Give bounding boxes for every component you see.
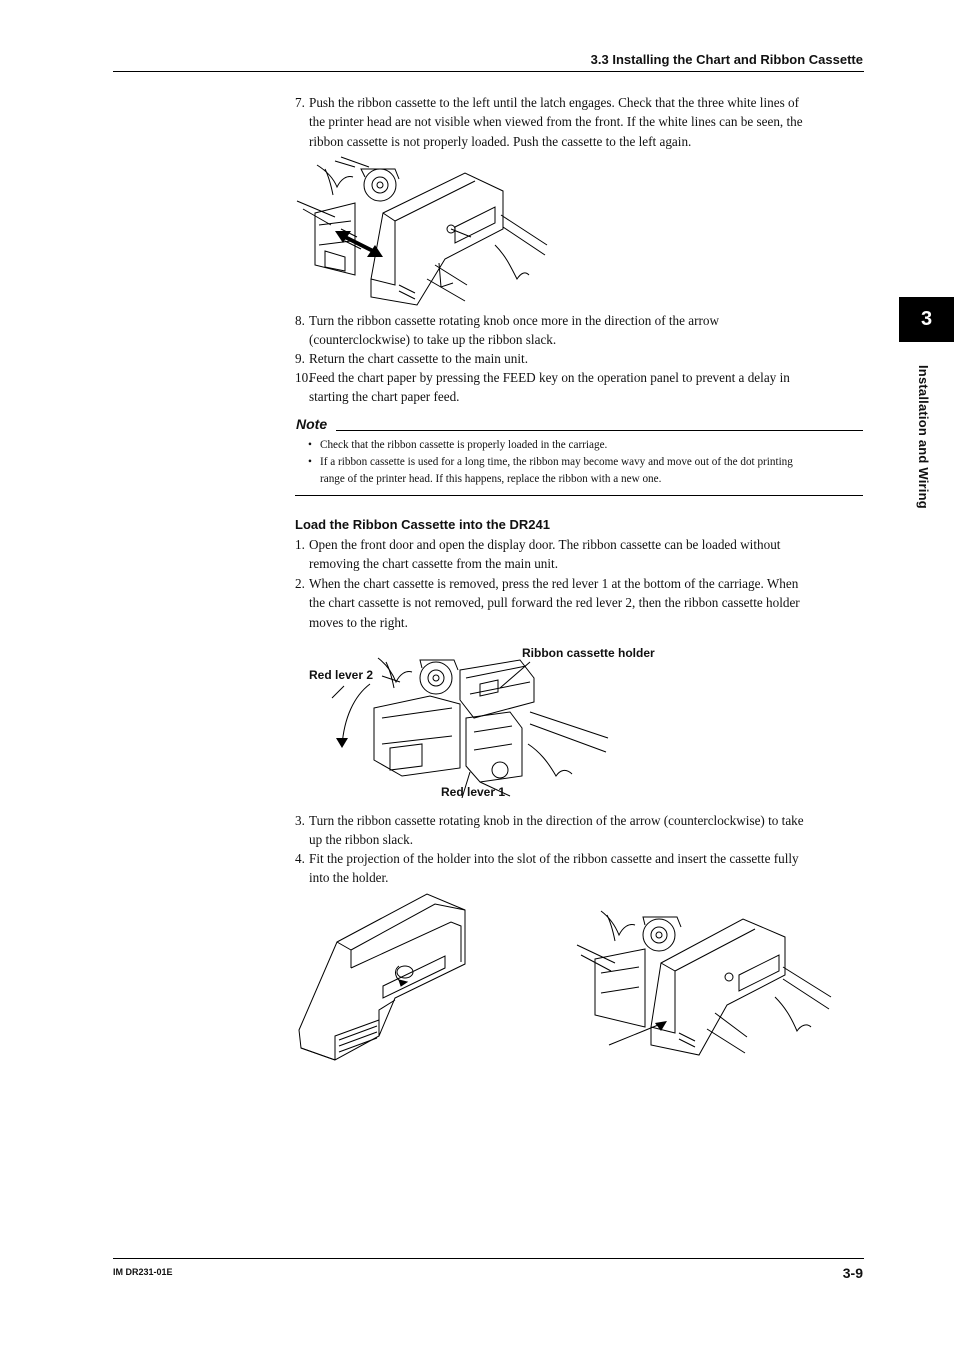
sub-step-2: [295, 574, 865, 632]
note-line: Check that the ribbon cassette is properly loaded in the carriage.: [320, 439, 608, 451]
note-top-rule: [336, 430, 863, 431]
step-line: up the ribbon slack.: [309, 832, 414, 848]
step-number: 2.: [295, 576, 305, 591]
step-line: starting the chart paper feed.: [309, 389, 460, 405]
step-10: [295, 368, 865, 407]
chapter-number-tab: 3: [899, 297, 954, 342]
step-number: 8.: [295, 313, 305, 328]
callout-ribbon-cassette-holder: Ribbon cassette holder: [522, 646, 655, 660]
sub-step-4: [295, 849, 865, 888]
note-title: Note: [296, 416, 328, 432]
figure-insert-cassette: [575, 905, 835, 1065]
callout-red-lever-2: Red lever 2: [309, 668, 374, 682]
note-line: range of the printer head. If this happens, replace the ribbon with a new one.: [320, 473, 662, 485]
step-line: Feed the chart paper by pressing the FEED key on the operation panel to prevent a delay in: [309, 370, 790, 385]
step-8: [295, 311, 865, 350]
step-line: the printer head are not visible when viewed from the front. If the white lines can be seen, the: [309, 114, 803, 130]
step-9: [295, 349, 865, 368]
sub-step-1: [295, 535, 865, 574]
step-line: When the chart cassette is removed, press the red lever 1 at the bottom of the carriage. When: [309, 576, 799, 591]
step-line: the chart cassette is not removed, pull forward the red lever 2, then the ribbon cassette holder: [309, 595, 800, 611]
chapter-side-label: Installation and Wiring: [916, 365, 931, 509]
step-line: Push the ribbon cassette to the left until the latch engages. Check that the three white lines of: [309, 95, 799, 110]
step-line: removing the chart cassette from the main unit.: [309, 556, 559, 572]
step-number: 1.: [295, 537, 305, 552]
footer-page-number: 3-9: [842, 1265, 863, 1281]
step-line: into the holder.: [309, 870, 389, 886]
step-line: Turn the ribbon cassette rotating knob in the direction of the arrow (counterclockwise) to take: [309, 813, 804, 828]
step-number: 3.: [295, 813, 305, 828]
subsection-heading: Load the Ribbon Cassette into the DR241: [295, 517, 550, 532]
step-line: moves to the right.: [309, 614, 408, 630]
step-number: 10.: [295, 370, 312, 385]
step-number: 7.: [295, 95, 305, 110]
step-line: ribbon cassette is not properly loaded. Push the cassette to the left again.: [309, 133, 692, 149]
figure-ribbon-cassette: [295, 890, 470, 1065]
note-line: If a ribbon cassette is used for a long time, the ribbon may become wavy and move out of the dot printing: [320, 456, 793, 468]
footer-document-id: IM DR231-01E: [113, 1267, 173, 1277]
footer-rule: [113, 1258, 864, 1259]
step-line: (counterclockwise) to take up the ribbon slack.: [309, 332, 557, 348]
section-header-title: 3.3 Installing the Chart and Ribbon Cassette: [590, 52, 863, 67]
note-item: [308, 437, 864, 454]
note-item: [308, 454, 864, 488]
callout-red-lever-1: Red lever 1: [441, 785, 506, 799]
step-line: Turn the ribbon cassette rotating knob once more in the direction of the arrow: [309, 313, 720, 328]
step-line: Fit the projection of the holder into the slot of the ribbon cassette and insert the cassette fully: [309, 851, 799, 866]
step-line: Return the chart cassette to the main unit.: [309, 351, 528, 366]
step-number: 9.: [295, 351, 305, 366]
step-line: Open the front door and open the display door. The ribbon cassette can be loaded without: [309, 537, 781, 552]
bullet: •: [308, 439, 312, 451]
figure-push-cassette: [295, 155, 555, 310]
header-rule: [113, 71, 864, 72]
sub-step-3: [295, 811, 865, 850]
note-bottom-rule: [295, 495, 863, 496]
step-7: [295, 93, 865, 151]
step-number: 4.: [295, 851, 305, 866]
bullet: •: [308, 456, 312, 468]
